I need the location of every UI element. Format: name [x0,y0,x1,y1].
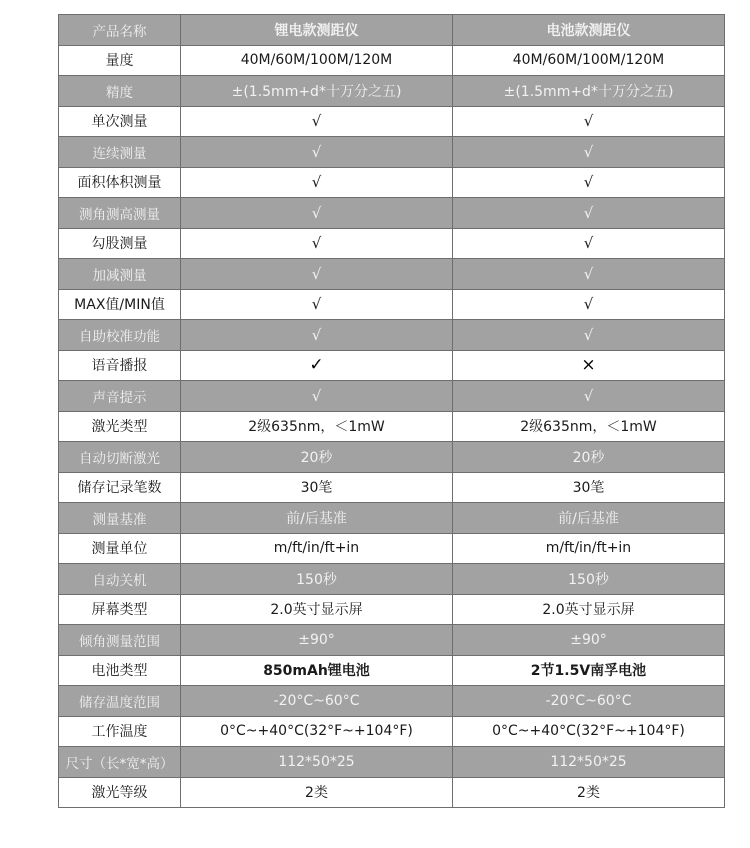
row-value-battery: m/ft/in/ft+in [453,533,725,564]
row-value-battery: ±90° [453,625,725,656]
row-label: 勾股测量 [59,228,181,259]
check-mark-battery: √ [453,259,725,290]
row-label: 倾角测量范围 [59,625,181,656]
cross-mark-battery: × [453,350,725,381]
check-mark-battery: √ [453,167,725,198]
check-mark-battery: √ [453,106,725,137]
check-mark-lithium: ✓ [181,350,453,381]
row-value-lithium: 2类 [181,777,453,808]
table-row [59,747,725,778]
table-row [59,76,725,107]
row-label: 尺寸（长*宽*高） [59,747,181,778]
table-row [59,350,725,381]
row-value-lithium: 0°C~+40°C(32°F~+104°F) [181,716,453,747]
row-label: 测量单位 [59,533,181,564]
row-value-battery: 112*50*25 [453,747,725,778]
row-label: 储存温度范围 [59,686,181,717]
header-lithium-model: 锂电款测距仪 [181,15,453,46]
table-row [59,106,725,137]
row-label: 自助校准功能 [59,320,181,351]
check-mark-lithium: √ [181,289,453,320]
check-mark-lithium: √ [181,259,453,290]
table-row [59,137,725,168]
row-value-battery: 150秒 [453,564,725,595]
table-row [59,777,725,808]
row-label: 自动关机 [59,564,181,595]
row-value-battery: 2.0英寸显示屏 [453,594,725,625]
row-label: 加减测量 [59,259,181,290]
header-product-name: 产品名称 [59,15,181,46]
table-row [59,594,725,625]
row-label: 储存记录笔数 [59,472,181,503]
row-value-lithium: ±(1.5mm+d*十万分之五) [181,76,453,107]
table-row [59,259,725,290]
check-mark-lithium: √ [181,106,453,137]
row-value-battery: 2级635nm，＜1mW [453,411,725,442]
table-row [59,320,725,351]
row-label: 工作温度 [59,716,181,747]
check-mark-lithium: √ [181,320,453,351]
row-label: 面积体积测量 [59,167,181,198]
row-value-battery: 40M/60M/100M/120M [453,45,725,76]
table-row [59,503,725,534]
row-value-battery: ±(1.5mm+d*十万分之五) [453,76,725,107]
row-label: 量度 [59,45,181,76]
table-row [59,442,725,473]
row-value-lithium: -20°C~60°C [181,686,453,717]
table-row [59,198,725,229]
table-row [59,472,725,503]
row-value-battery: -20°C~60°C [453,686,725,717]
table-row [59,686,725,717]
check-mark-lithium: √ [181,228,453,259]
row-value-lithium: 2级635nm，＜1mW [181,411,453,442]
check-mark-battery: √ [453,137,725,168]
row-label: 屏幕类型 [59,594,181,625]
check-mark-battery: √ [453,228,725,259]
spec-comparison-table [58,14,725,808]
row-value-battery: 2节1.5V南孚电池 [453,655,725,686]
row-value-lithium: 2.0英寸显示屏 [181,594,453,625]
row-label: 连续测量 [59,137,181,168]
check-mark-battery: √ [453,289,725,320]
table-row [59,655,725,686]
table-row [59,533,725,564]
row-label: 测角测高测量 [59,198,181,229]
row-value-lithium: m/ft/in/ft+in [181,533,453,564]
row-value-lithium: 112*50*25 [181,747,453,778]
row-value-battery: 20秒 [453,442,725,473]
table-row [59,228,725,259]
header-battery-model: 电池款测距仪 [453,15,725,46]
row-label: 声音提示 [59,381,181,412]
row-value-battery: 30笔 [453,472,725,503]
check-mark-battery: √ [453,381,725,412]
row-label: 精度 [59,76,181,107]
check-mark-lithium: √ [181,198,453,229]
table-row [59,716,725,747]
row-label: 单次测量 [59,106,181,137]
table-row [59,289,725,320]
table-row [59,45,725,76]
check-mark-lithium: √ [181,381,453,412]
row-value-lithium: 前/后基准 [181,503,453,534]
table-header-row [59,15,725,46]
row-label: 电池类型 [59,655,181,686]
row-label: 自动切断激光 [59,442,181,473]
check-mark-battery: √ [453,198,725,229]
check-mark-battery: √ [453,320,725,351]
row-value-lithium: 40M/60M/100M/120M [181,45,453,76]
table-row [59,625,725,656]
row-value-battery: 2类 [453,777,725,808]
row-label: 激光类型 [59,411,181,442]
row-value-lithium: 20秒 [181,442,453,473]
row-label: 语音播报 [59,350,181,381]
check-mark-lithium: √ [181,137,453,168]
row-value-lithium: 30笔 [181,472,453,503]
row-value-lithium: ±90° [181,625,453,656]
row-value-battery: 前/后基准 [453,503,725,534]
row-value-battery: 0°C~+40°C(32°F~+104°F) [453,716,725,747]
row-label: 激光等级 [59,777,181,808]
row-label: MAX值/MIN值 [59,289,181,320]
table-row [59,167,725,198]
row-value-lithium: 850mAh锂电池 [181,655,453,686]
table-row [59,411,725,442]
check-mark-lithium: √ [181,167,453,198]
table-row [59,564,725,595]
row-label: 测量基准 [59,503,181,534]
row-value-lithium: 150秒 [181,564,453,595]
table-row [59,381,725,412]
